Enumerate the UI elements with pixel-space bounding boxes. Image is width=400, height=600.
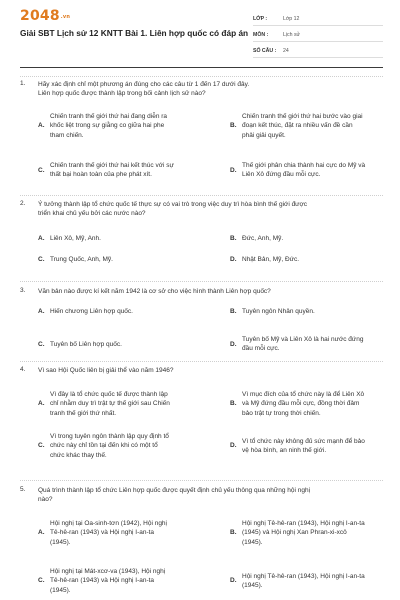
option-text-line: Vì trong tuyên ngôn thành lập quy định tổ <box>50 433 169 440</box>
option-letter: D. <box>230 442 237 450</box>
question-text-line: Liên hợp quốc được thành lập trong bối cảnh lịch sử nào? <box>38 90 206 98</box>
option-text-line: bảo trật tự trong thời chiến. <box>242 409 321 417</box>
question-number: 2. <box>20 200 26 207</box>
logo-suffix: .vn <box>60 14 71 20</box>
option-text-line: Hội nghị Tê-hê-ran (1943), Hội nghị I-an-ta <box>242 572 365 580</box>
option-text-line: Tuyên ngôn Nhân quyền. <box>242 308 315 315</box>
question-separator <box>20 361 383 362</box>
meta-value: Lớp 12 <box>283 15 300 22</box>
option-text-line: Vì tổ chức này không đủ sức mạnh để bảo <box>242 437 365 445</box>
question-text-line: Ý tưởng thành lập tổ chức quốc tế thực sự có vai trò trong việc duy trì hòa bình thế giới được <box>38 201 308 208</box>
answer-option[interactable] <box>38 161 223 180</box>
option-letter: B. <box>230 122 237 130</box>
meta-label: MÔN : <box>253 31 269 38</box>
option-text-line: Tuyên bố Liên hợp quốc. <box>50 340 122 348</box>
answer-option[interactable] <box>230 519 400 547</box>
site-logo[interactable] <box>20 8 70 24</box>
option-letter: D. <box>230 166 237 174</box>
option-text-line: khốc liệt trong sự giằng co giữa hai phe <box>50 122 165 130</box>
option-letter: C. <box>38 166 45 174</box>
option-text-line: (1945). <box>242 581 263 589</box>
option-text-line: chỉ nhằm duy trì trật tự thế giới sau Chiến <box>50 400 170 408</box>
answer-option[interactable] <box>38 307 223 316</box>
option-letter: A. <box>38 308 45 315</box>
option-text-line: Tuyên bố Mỹ và Liên Xô là hai nước đứng <box>242 336 364 343</box>
answer-option[interactable] <box>230 437 400 456</box>
option-text-line: Hiến chương Liên hợp quốc. <box>50 308 133 315</box>
option-text-line: tham chiến. <box>50 131 84 139</box>
answer-option[interactable] <box>38 390 223 418</box>
answer-option[interactable] <box>38 567 223 595</box>
question-number: 4. <box>20 366 26 373</box>
option-text-line: Liên Xô đứng đầu mỗi cực. <box>242 171 321 179</box>
question-text-line: Văn bản nào được kí kết năm 1942 là cơ sở cho việc hình thành Liên hợp quốc? <box>38 288 271 295</box>
option-text-line: Vì đây là tổ chức quốc tế được thành lập <box>50 391 168 398</box>
option-text-line: Nhật Bản, Mỹ, Đức. <box>242 256 300 263</box>
question-text-line: Hãy xác định chỉ một phương án đúng cho các câu từ 1 đến 17 dưới đây. <box>38 81 250 88</box>
option-text-line: thất bại hoàn toàn của phe phát xít. <box>50 171 152 179</box>
question-text-line: triển khai chủ yếu bởi các nước nào? <box>38 210 146 218</box>
option-text-line: Thế giới phân chia thành hai cực do Mỹ và <box>242 162 366 169</box>
option-text-line: (1945). <box>50 538 71 546</box>
option-letter: C. <box>38 256 45 263</box>
option-text-line: tranh thế giới thứ nhất. <box>50 409 117 417</box>
question-text-line: nào? <box>38 496 53 504</box>
answer-option[interactable] <box>38 432 223 460</box>
question-separator <box>20 76 383 77</box>
option-letter: D. <box>230 340 237 348</box>
option-text-line: Hội nghị tại Oa-sinh-tơn (1942), Hội nghị <box>50 520 167 527</box>
option-letter: A. <box>38 235 45 242</box>
option-text-line: Chiến tranh thế giới thứ hai bước vào giai <box>242 113 363 120</box>
option-letter: B. <box>230 400 237 408</box>
option-text-line: Tê-hê-ran (1943) và Hội nghị I-an-ta <box>50 577 155 585</box>
answer-option[interactable] <box>230 390 400 418</box>
option-text-line: chức khác thay thế. <box>50 451 107 459</box>
answer-option[interactable] <box>230 572 400 591</box>
option-text-line: (1945). <box>50 586 71 594</box>
meta-table <box>253 12 383 60</box>
question-number: 5. <box>20 486 26 493</box>
answer-option[interactable] <box>230 335 400 354</box>
logo-text: 2048 <box>20 8 60 24</box>
option-text-line: đầu mỗi cực. <box>242 345 280 353</box>
option-text-line: phải giải quyết. <box>242 131 286 139</box>
option-text-line: vệ hòa bình, an ninh thế giới. <box>242 446 327 454</box>
option-letter: A. <box>38 400 45 408</box>
option-text-line: và Mỹ đứng đầu mỗi cực, đồng thời đảm <box>242 400 360 408</box>
meta-row-grade <box>253 12 383 26</box>
option-text-line: (1945) và Hội nghị Xan Phran-xi-xcô <box>242 529 347 537</box>
option-text-line: (1945). <box>242 538 263 546</box>
option-letter: C. <box>38 442 45 450</box>
meta-label: SỐ CÂU : <box>253 47 277 54</box>
meta-value: Lịch sử <box>283 31 301 38</box>
meta-row-subject <box>253 28 383 42</box>
question-number: 3. <box>20 287 26 294</box>
option-text-line: Trung Quốc, Anh, Mỹ. <box>50 256 113 263</box>
answer-option[interactable] <box>38 112 223 140</box>
answer-option[interactable] <box>38 255 223 264</box>
option-letter: A. <box>38 529 45 537</box>
option-letter: A. <box>38 122 45 130</box>
option-text-line: Hội nghị tại Mát-xcơ-va (1943), Hội nghị <box>50 568 166 575</box>
page-title: Giải SBT Lịch sử 12 KNTT Bài 1. Liên hợp quốc có đáp án <box>20 28 249 38</box>
answer-option[interactable] <box>38 519 223 547</box>
question-number: 1. <box>20 80 26 87</box>
question-text-line: Vì sao Hội Quốc liên bị giải thể vào năm 1946? <box>38 367 174 374</box>
option-text-line: đoạn kết thúc, đặt ra nhiều vấn đề cần <box>242 122 353 130</box>
answer-option[interactable] <box>230 307 400 316</box>
option-letter: C. <box>38 577 45 585</box>
option-text-line: Hội nghị Tê-hê-ran (1943), Hội nghị I-an-ta <box>242 520 365 527</box>
answer-option[interactable] <box>38 340 223 349</box>
header-divider <box>20 67 383 68</box>
question-text-line: Quá trình thành lập tổ chức Liên hợp quốc được quyết định chủ yếu thông qua những hội nghị <box>38 487 311 494</box>
answer-option[interactable] <box>230 112 400 140</box>
option-text-line: Liên Xô, Mỹ, Anh. <box>50 235 101 242</box>
answer-option[interactable] <box>230 234 400 243</box>
question-separator <box>20 281 383 282</box>
answer-option[interactable] <box>230 161 400 180</box>
option-text-line: Chiến tranh thế giới thứ hai đang diễn ra <box>50 113 168 120</box>
answer-option[interactable] <box>38 234 223 243</box>
option-letter: B. <box>230 308 237 315</box>
option-text-line: Tê-hê-ran (1943) và Hội nghị I-an-ta <box>50 529 155 537</box>
option-letter: C. <box>38 340 45 348</box>
option-letter: B. <box>230 529 237 537</box>
answer-option[interactable] <box>230 255 400 264</box>
option-text-line: chức này chỉ tồn tại đến khi có một tổ <box>50 442 158 450</box>
question-separator <box>20 480 383 481</box>
option-text-line: Vì mục đích của tổ chức này là để Liên Xô <box>242 391 365 398</box>
page-header <box>0 0 400 68</box>
option-letter: B. <box>230 235 237 242</box>
meta-label: LỚP : <box>253 15 268 22</box>
option-letter: D. <box>230 256 237 263</box>
option-text-line: Đức, Anh, Mỹ. <box>242 235 284 242</box>
question-separator <box>20 195 383 196</box>
meta-value: 24 <box>283 47 289 54</box>
meta-row-count <box>253 44 383 58</box>
option-letter: D. <box>230 577 237 585</box>
option-text-line: Chiến tranh thế giới thứ hai kết thúc với sự <box>50 162 174 169</box>
